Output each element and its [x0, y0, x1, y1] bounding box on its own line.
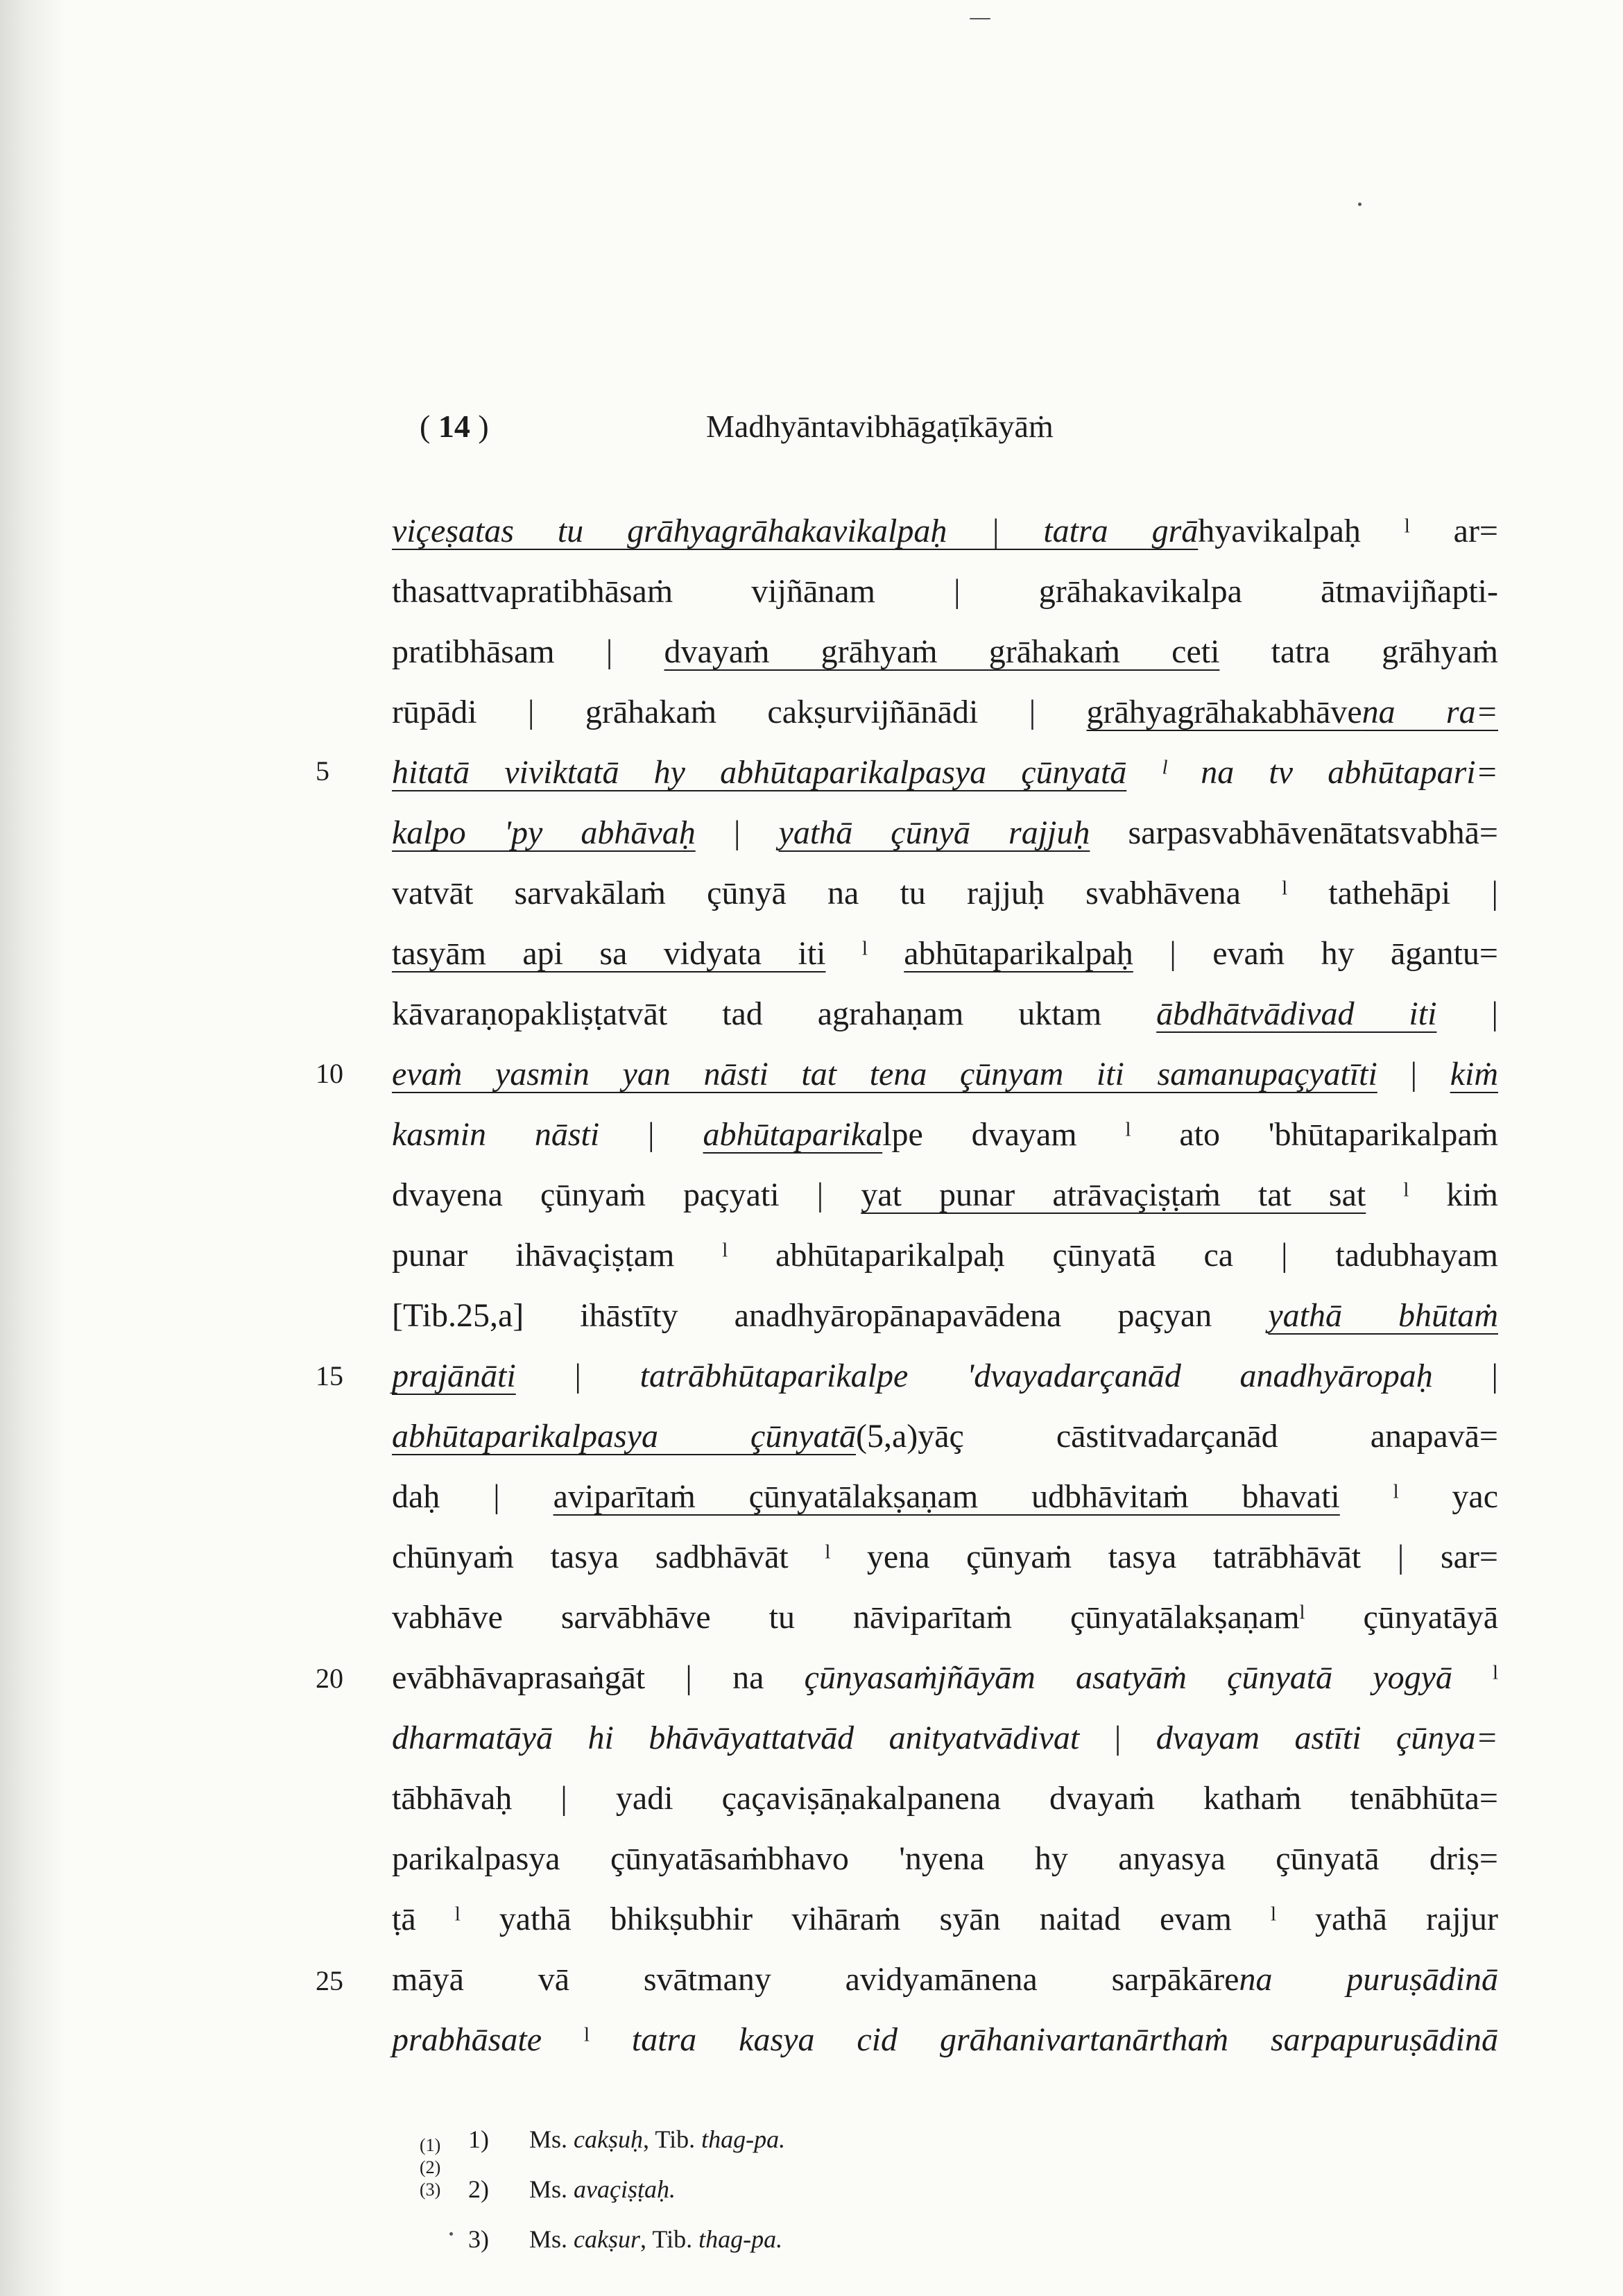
text-line: prabhāsate ˡ tatra kasya cid grāhanivartanārthaṁ sarpapuruṣādinā: [392, 2021, 1498, 2058]
text-line: dharmatāyā hi bhāvāyattatvād anityatvādivat | dvayam astīti çūnya=: [392, 1720, 1499, 1756]
text-line: kāvaraṇopakliṣṭatvāt tad agrahaṇam uktam ābdhātvādivad iti |: [392, 995, 1498, 1032]
footnote-index: 2): [468, 2175, 489, 2203]
scan-gutter-shadow: [0, 0, 66, 2296]
footnote-index: 3): [468, 2225, 489, 2253]
footnote: 1) Ms. cakṣuḥ, Tib. thag-pa.: [468, 2123, 1162, 2156]
footnote: 2) Ms. avaçiṣṭaḥ.: [468, 2173, 1162, 2206]
text-line: rūpādi | grāhakaṁ cakṣurvijñānādi | grāhyagrāhakabhāvena ra=: [392, 694, 1499, 730]
scan-speck: [970, 18, 990, 19]
footnote-index: 1): [468, 2125, 489, 2153]
text-line: parikalpasya çūnyatāsaṁbhavo 'nyena hy anyasya çūnyatā driṣ=: [392, 1840, 1498, 1877]
running-title: Madhyāntavibhāgaṭīkāyāṁ: [706, 409, 1054, 444]
text-line: chūnyaṁ tasya sadbhāvāt ˡ yena çūnyaṁ tasya tatrābhāvāt | sar=: [392, 1539, 1498, 1575]
text-line: [Tib.25,a] ihāstīty anadhyāropānapavādena paçyan yathā bhūtaṁ: [392, 1297, 1498, 1334]
text-line: māyā vā svātmany avidyamānena sarpākārena puruṣādinā: [392, 1961, 1498, 1998]
text-line: evaṁ yasmin yan nāsti tat tena çūnyam iti samanupaçyatīti | kiṁ: [392, 1056, 1499, 1093]
note-mark: (3): [420, 2179, 441, 2200]
text-line: tābhāvaḥ | yadi çaçaviṣāṇakalpanena dvayaṁ kathaṁ tenābhūta=: [392, 1780, 1498, 1817]
text-line: vatvāt sarvakālaṁ çūnyā na tu rajjuḥ svabhāvena ˡ tathehāpi |: [392, 875, 1498, 911]
line-number: 20: [316, 1663, 343, 1694]
page-header: [0, 408, 1623, 449]
text-line: dvayena çūnyaṁ paçyati | yat punar atrāvaçiṣṭaṁ tat sat ˡ kiṁ: [392, 1176, 1499, 1213]
text-line: kasmin nāsti | abhūtaparikalpe dvayam ˡ ato 'bhūtaparikalpaṁ: [392, 1116, 1499, 1153]
text-line: vabhāve sarvābhāve tu nāviparītaṁ çūnyatālakṣaṇamˡ çūnyatāyā: [392, 1599, 1498, 1636]
line-number: 5: [316, 755, 329, 787]
text-line: kalpo 'py abhāvaḥ | yathā çūnyā rajjuḥ sarpasvabhāvenātatsvabhā=: [392, 814, 1499, 851]
text-line: evābhāvaprasaṅgāt | na çūnyasaṁjñāyām asatyāṁ çūnyatā yogyā ˡ: [392, 1659, 1499, 1696]
line-number: 10: [316, 1058, 343, 1089]
scan-speck: [449, 2232, 453, 2236]
text-line: punar ihāvaçiṣṭam ˡ abhūtaparikalpaḥ çūnyatā ca | tadubhayam: [392, 1237, 1498, 1274]
text-line: daḥ | aviparītaṁ çūnyatālakṣaṇam udbhāvitaṁ bhavati ˡ yac: [392, 1478, 1499, 1515]
note-mark: (1): [420, 2135, 441, 2155]
text-line: thasattvapratibhāsaṁ vijñānam | grāhakavikalpa ātmavijñapti-: [392, 573, 1498, 610]
text-line: hitatā viviktatā hy abhūtaparikalpasya çūnyatā ˡ na tv abhūtapari=: [392, 754, 1498, 791]
line-number: 15: [316, 1360, 343, 1391]
text-line: viçeṣatas tu grāhyagrāhakavikalpaḥ | tatra grāhyavikalpaḥ ˡ ar=: [392, 513, 1498, 549]
scan-speck: [1358, 203, 1362, 206]
footnote: 3) Ms. cakṣur, Tib. thag-pa.: [468, 2222, 1162, 2256]
text-line: tasyām api sa vidyata iti ˡ abhūtaparikalpaḥ | evaṁ hy āgantu=: [392, 935, 1498, 972]
text-line: pratibhāsam | dvayaṁ grāhyaṁ grāhakaṁ ceti tatra grāhyaṁ: [392, 633, 1498, 670]
text-line: abhūtaparikalpasya çūnyatā(5,a)yāç cāstitvadarçanād anapavā=: [392, 1418, 1498, 1455]
note-mark: (2): [420, 2157, 441, 2177]
line-number: 25: [316, 1965, 343, 1996]
page-number: ( 14 ): [420, 409, 489, 444]
text-line: prajānāti | tatrābhūtaparikalpe 'dvayadarçanād anadhyāropaḥ |: [392, 1357, 1499, 1394]
text-line: ṭā ˡ yathā bhikṣubhir vihāraṁ syān naitad evam ˡ yathā rajjur: [392, 1901, 1498, 1937]
